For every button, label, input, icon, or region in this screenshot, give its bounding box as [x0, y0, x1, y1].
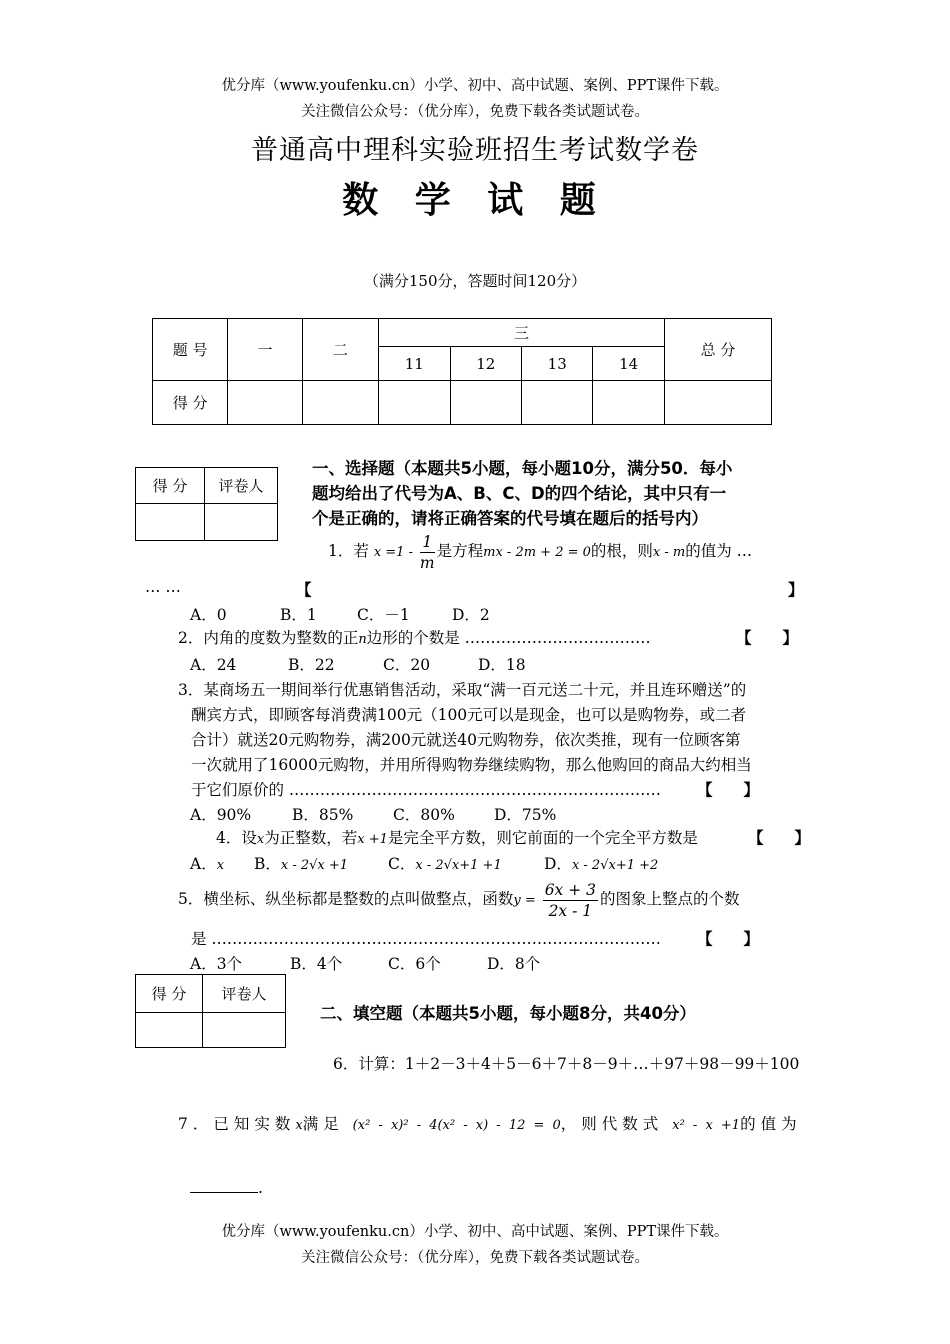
q3-line-3: 合计）就送20元购物券，满200元就送40元购物券，依次类推，现有一位顾客第	[191, 731, 741, 749]
score-cell[interactable]	[593, 381, 664, 425]
exam-title: 普通高中理科实验班招生考试数学卷	[251, 135, 699, 166]
col-one: 一	[228, 319, 302, 381]
q2-option-a[interactable]: A．24	[190, 656, 237, 674]
question-7: 7．已知实数x满足 (x² - x)² - 4(x² - x) - 12 = 0，则代数式 x² - x +1的值为	[178, 1115, 802, 1133]
q1-fraction: $\frac{1}{m}$	[419, 532, 435, 572]
col-total: 总 分	[664, 319, 771, 381]
grader-name-label: 评卷人	[205, 468, 278, 504]
q3-line-4: 一次就用了16000元购物，并用所得购物券继续购物，那么他购回的商品大约相当	[191, 756, 752, 774]
q2-option-c[interactable]: C．20	[383, 656, 431, 674]
score-cell[interactable]	[302, 381, 378, 425]
q3-bracket: 【 】	[697, 780, 760, 799]
grader-box-2	[135, 974, 286, 1048]
q1-option-c[interactable]: C．－1	[357, 606, 410, 624]
q1-option-a[interactable]: A．0	[190, 606, 227, 624]
q1-cont: … …	[145, 578, 181, 596]
q3-option-d[interactable]: D．75%	[494, 806, 557, 824]
grader-name-cell[interactable]	[203, 1013, 286, 1048]
q1-bracket-left: 【	[296, 580, 312, 599]
q4-option-a[interactable]: A．x	[190, 855, 225, 873]
q3-line-2: 酬宾方式，即顾客每消费满100元（100元可以是现金，也可以是购物券，或二者	[191, 706, 747, 724]
grader-score-label: 得 分	[136, 468, 205, 504]
q3-line-5: 于它们原价的 ………………………………………………………………	[191, 781, 661, 799]
q4-option-b[interactable]: B．x - 2√x +1	[254, 855, 349, 873]
question-5: 5．横坐标、纵坐标都是整数的点叫做整点，函数y = $\frac{6x + 3}{2x - 1}$ 的图象上整点的个数	[178, 880, 740, 920]
header-line-2: 关注微信公众号：（优分库），免费下载各类试题试卷。	[301, 104, 649, 120]
score-table	[152, 318, 772, 425]
score-cell[interactable]	[379, 381, 450, 425]
score-cell[interactable]	[228, 381, 302, 425]
q3-option-c[interactable]: C．80%	[393, 806, 455, 824]
col-two: 二	[302, 319, 378, 381]
q2-bracket: 【 】	[736, 628, 799, 647]
row-label-score: 得 分	[153, 381, 228, 425]
q3-option-b[interactable]: B．85%	[292, 806, 354, 824]
q1-bracket-right: 】	[788, 580, 804, 599]
grader-score-cell[interactable]	[136, 1013, 203, 1048]
q1-lhs: x =1 -	[373, 545, 413, 560]
exam-info: （满分150分，答题时间120分）	[363, 272, 587, 290]
q7-answer-blank[interactable]: .	[190, 1176, 263, 1197]
section1-line-2: 题均给出了代号为A、B、C、D的四个结论，其中只有一	[312, 484, 727, 503]
score-cell[interactable]	[450, 381, 521, 425]
footer-line-1: 优分库（www.youfenku.cn）小学、初中、高中试题、案例、PPT课件下载。	[221, 1224, 729, 1240]
header-line-1: 优分库（www.youfenku.cn）小学、初中、高中试题、案例、PPT课件下载。	[221, 78, 729, 94]
col-12: 12	[450, 347, 521, 381]
q4-option-d[interactable]: D．x - 2√x+1 +2	[544, 855, 659, 873]
grader-score-cell[interactable]	[136, 504, 205, 541]
row-label-question-number: 题 号	[153, 319, 228, 381]
exam-subtitle: 数 学 试 题	[342, 179, 608, 221]
q3-line-1: 3．某商场五一期间举行优惠销售活动，采取“满一百元送二十元，并且连环赠送”的	[178, 681, 747, 699]
q5-line-2: 是 ……………………………………………………………………………	[191, 930, 661, 948]
q5-option-d[interactable]: D．8个	[487, 955, 541, 973]
q1-option-b[interactable]: B．1	[280, 606, 317, 624]
q4-bracket: 【 】	[748, 828, 811, 847]
question-1: 1．若 x =1 - $\frac{1}{m}$ 是方程mx - 2m + 2 = 0的根，则x - m的值为 …	[328, 532, 753, 572]
section1-line-3: 个是正确的，请将正确答案的代号填在题后的括号内）	[312, 509, 708, 528]
col-13: 13	[522, 347, 593, 381]
q5-option-b[interactable]: B．4个	[290, 955, 343, 973]
score-cell[interactable]	[664, 381, 771, 425]
col-11: 11	[379, 347, 450, 381]
q1-option-d[interactable]: D．2	[452, 606, 490, 624]
footer-line-2: 关注微信公众号：（优分库），免费下载各类试题试卷。	[301, 1250, 649, 1266]
grader-name-label: 评卷人	[203, 975, 286, 1013]
question-6: 6．计算：1＋2－3＋4＋5－6＋7＋8－9＋…＋97＋98－99＋100	[333, 1055, 800, 1073]
q5-bracket: 【 】	[697, 929, 760, 948]
grader-name-cell[interactable]	[205, 504, 278, 541]
col-three-group: 三	[379, 319, 665, 347]
q5-option-a[interactable]: A．3个	[190, 955, 243, 973]
q5-option-c[interactable]: C．6个	[388, 955, 441, 973]
score-cell[interactable]	[522, 381, 593, 425]
section2-heading: 二、填空题（本题共5小题，每小题8分，共40分）	[320, 1004, 696, 1023]
section1-line-1: 一、选择题（本题共5小题，每小题10分，满分50．每小	[312, 459, 733, 478]
q3-option-a[interactable]: A．90%	[190, 806, 252, 824]
q5-fraction: $\frac{6x + 3}{2x - 1}$	[544, 880, 596, 920]
grader-score-label: 得 分	[136, 975, 203, 1013]
question-4: 4．设x为正整数，若x +1是完全平方数，则它前面的一个完全平方数是	[216, 829, 698, 847]
grader-box-1	[135, 467, 278, 541]
question-2: 2．内角的度数为整数的正n边形的个数是 ………………………………	[178, 629, 651, 647]
col-14: 14	[593, 347, 664, 381]
q2-option-d[interactable]: D．18	[478, 656, 526, 674]
q2-option-b[interactable]: B．22	[288, 656, 335, 674]
q4-option-c[interactable]: C．x - 2√x+1 +1	[388, 855, 502, 873]
